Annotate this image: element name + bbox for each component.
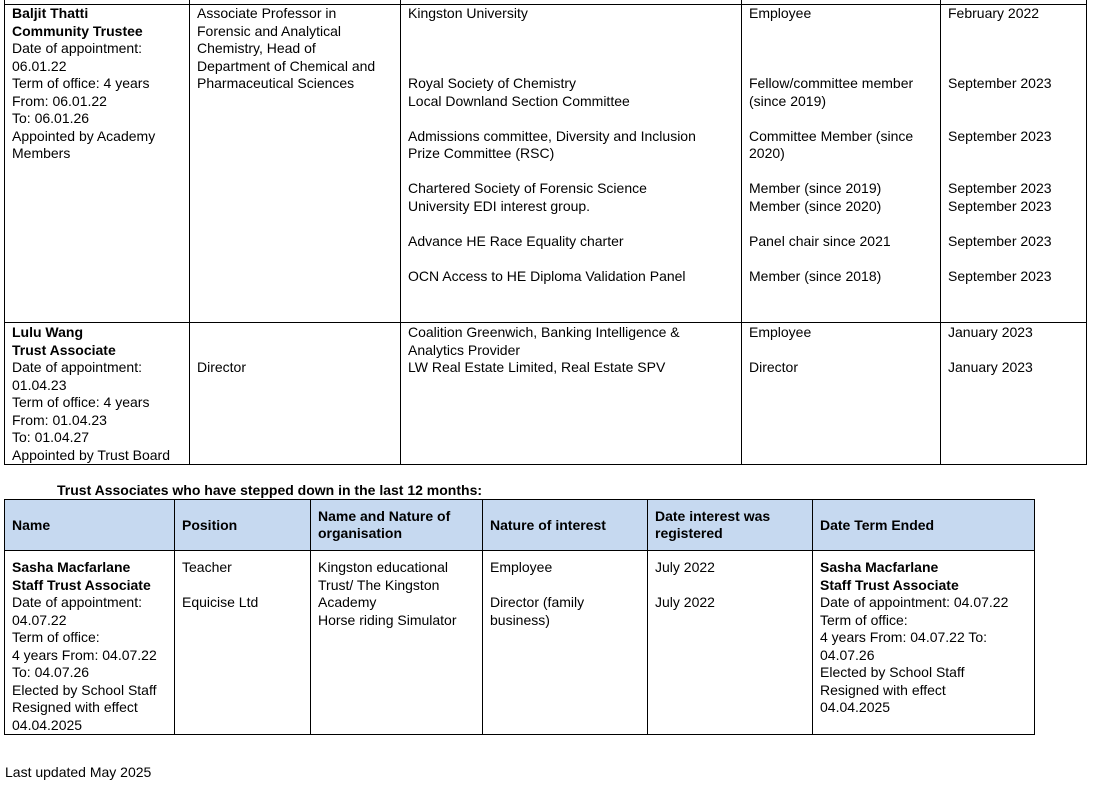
detail-line: Elected by School Staff — [820, 664, 965, 680]
nature-line: Director — [749, 359, 799, 375]
position-line: Forensic and Analytical — [197, 22, 341, 39]
detail-line: Term of office: 4 years — [12, 394, 150, 410]
org-line: OCN Access to HE Diploma Validation Panel — [408, 267, 686, 284]
detail-line: Resigned with effect — [820, 681, 946, 698]
column-header-registered: Date interest was registered — [648, 500, 813, 551]
position-cell — [175, 551, 311, 735]
position-line: Equicise Ltd — [182, 594, 259, 610]
date-cell — [941, 323, 1087, 465]
position-line: Department of Chemical and — [197, 57, 376, 74]
date-line: July 2022 — [655, 559, 715, 575]
person-role: Staff Trust Associate — [12, 576, 151, 593]
nature-line: Employee — [749, 5, 812, 21]
nature-cell — [483, 551, 648, 735]
detail-line: Term of office: — [820, 611, 908, 628]
table-row — [5, 5, 1087, 323]
term-ended-cell — [813, 551, 1035, 735]
nature-line: (since 2019) — [749, 92, 827, 109]
detail-line: 06.01.22 — [12, 57, 67, 74]
detail-line: To: 06.01.26 — [12, 110, 90, 126]
detail-line: Term of office: 4 years — [12, 75, 150, 91]
detail-line: Term of office: — [12, 629, 100, 645]
organisation-cell — [401, 5, 742, 323]
date-line: January 2023 — [948, 359, 1033, 375]
date-line: February 2022 — [948, 5, 1040, 21]
org-line: Trust/ The Kingston — [318, 576, 440, 593]
detail-line: 04.04.2025 — [12, 716, 83, 733]
org-line: Admissions committee, Diversity and Inclusion — [408, 127, 696, 144]
position-cell — [190, 5, 401, 323]
detail-line: 01.04.23 — [12, 376, 67, 393]
detail-line: 04.04.2025 — [820, 699, 891, 715]
org-line: Kingston University — [408, 5, 528, 21]
column-header-position: Position — [175, 500, 311, 551]
date-line: January 2023 — [948, 324, 1033, 340]
name-cell — [5, 551, 175, 735]
person-name: Lulu Wang — [12, 324, 84, 340]
org-line: Academy — [318, 594, 377, 610]
nature-line: Member (since 2018) — [749, 267, 882, 284]
nature-line: 2020) — [749, 145, 785, 161]
position-line: Chemistry, Head of — [197, 40, 316, 56]
detail-line: 4 years From: 04.07.22 — [12, 646, 157, 663]
person-name: Baljit Thatti — [12, 5, 89, 21]
date-cell — [941, 5, 1087, 323]
nature-line: Committee Member (since — [749, 127, 914, 144]
stepped-down-table — [4, 499, 1035, 735]
detail-line: Elected by School Staff — [12, 681, 157, 698]
date-line: September 2023 — [948, 75, 1052, 91]
person-role: Community Trustee — [12, 22, 143, 39]
org-line: Coalition Greenwich, Banking Intelligence & — [408, 324, 680, 340]
nature-line: Fellow/committee member — [749, 75, 914, 91]
column-header-nature: Nature of interest — [483, 500, 648, 551]
person-role: Trust Associate — [12, 341, 116, 358]
column-header-organisation: Name and Nature of organisation — [311, 500, 483, 551]
date-line: September 2023 — [948, 232, 1052, 249]
table-row — [5, 323, 1087, 465]
nature-cell — [742, 5, 941, 323]
position-line: Associate Professor in — [197, 5, 337, 21]
detail-line: Date of appointment: — [12, 40, 142, 56]
nature-line: Director (family — [490, 594, 585, 610]
detail-line: To: 01.04.27 — [12, 429, 90, 445]
detail-line: 4 years From: 04.07.22 To: — [820, 629, 988, 645]
org-line: Chartered Society of Forensic Science — [408, 180, 647, 196]
position-cell — [190, 323, 401, 465]
org-line: Analytics Provider — [408, 341, 521, 358]
nature-cell — [742, 323, 941, 465]
detail-line: Members — [12, 145, 71, 161]
detail-line: Date of appointment: — [12, 594, 142, 610]
table-row — [5, 551, 1035, 735]
org-line: Local Downland Section Committee — [408, 92, 630, 109]
nature-line: Panel chair since 2021 — [749, 232, 891, 249]
header-row — [5, 500, 1035, 551]
org-line: Royal Society of Chemistry — [408, 75, 577, 91]
column-header-name: Name — [5, 500, 175, 551]
organisation-cell — [401, 323, 742, 465]
person-cell — [5, 5, 190, 323]
detail-line: From: 01.04.23 — [12, 411, 107, 428]
organisation-cell — [311, 551, 483, 735]
detail-line: To: 04.07.26 — [12, 664, 90, 680]
date-line: July 2022 — [655, 594, 715, 610]
person-role: Staff Trust Associate — [820, 576, 959, 593]
org-line: Prize Committee (RSC) — [408, 145, 555, 161]
date-line: September 2023 — [948, 197, 1052, 214]
person-cell — [5, 323, 190, 465]
detail-line: From: 06.01.22 — [12, 92, 107, 109]
registered-cell — [648, 551, 813, 735]
date-line: September 2023 — [948, 267, 1052, 284]
detail-line: Date of appointment: — [12, 359, 142, 375]
nature-line: Employee — [490, 559, 553, 575]
detail-line: Date of appointment: 04.07.22 — [820, 594, 1009, 610]
trustee-interests-table — [4, 0, 1087, 465]
nature-line: Member (since 2019) — [749, 180, 882, 196]
column-header-term-ended: Date Term Ended — [813, 500, 1035, 551]
detail-line: 04.07.22 — [12, 611, 67, 628]
position-line: Pharmaceutical Sciences — [197, 75, 355, 91]
position-line: Teacher — [182, 559, 232, 575]
org-line: Advance HE Race Equality charter — [408, 232, 624, 249]
last-updated-note: Last updated May 2025 — [5, 764, 152, 780]
nature-line: Employee — [749, 324, 812, 340]
position-line: Director — [197, 359, 247, 375]
nature-line: Member (since 2020) — [749, 197, 882, 214]
date-line: September 2023 — [948, 127, 1052, 144]
org-line: Horse riding Simulator — [318, 611, 457, 628]
org-line: Kingston educational — [318, 559, 448, 575]
detail-line: 04.07.26 — [820, 646, 875, 663]
date-line: September 2023 — [948, 180, 1052, 196]
person-name: Sasha Macfarlane — [12, 559, 131, 575]
org-line: LW Real Estate Limited, Real Estate SPV — [408, 359, 666, 375]
detail-line: Appointed by Trust Board — [12, 446, 170, 463]
org-line: University EDI interest group. — [408, 197, 591, 214]
nature-line: business) — [490, 611, 550, 628]
detail-line: Resigned with effect — [12, 699, 138, 715]
person-name: Sasha Macfarlane — [820, 559, 939, 575]
detail-line: Appointed by Academy — [12, 127, 156, 144]
stepped-down-heading: Trust Associates who have stepped down in the last 12 months: — [57, 482, 483, 498]
